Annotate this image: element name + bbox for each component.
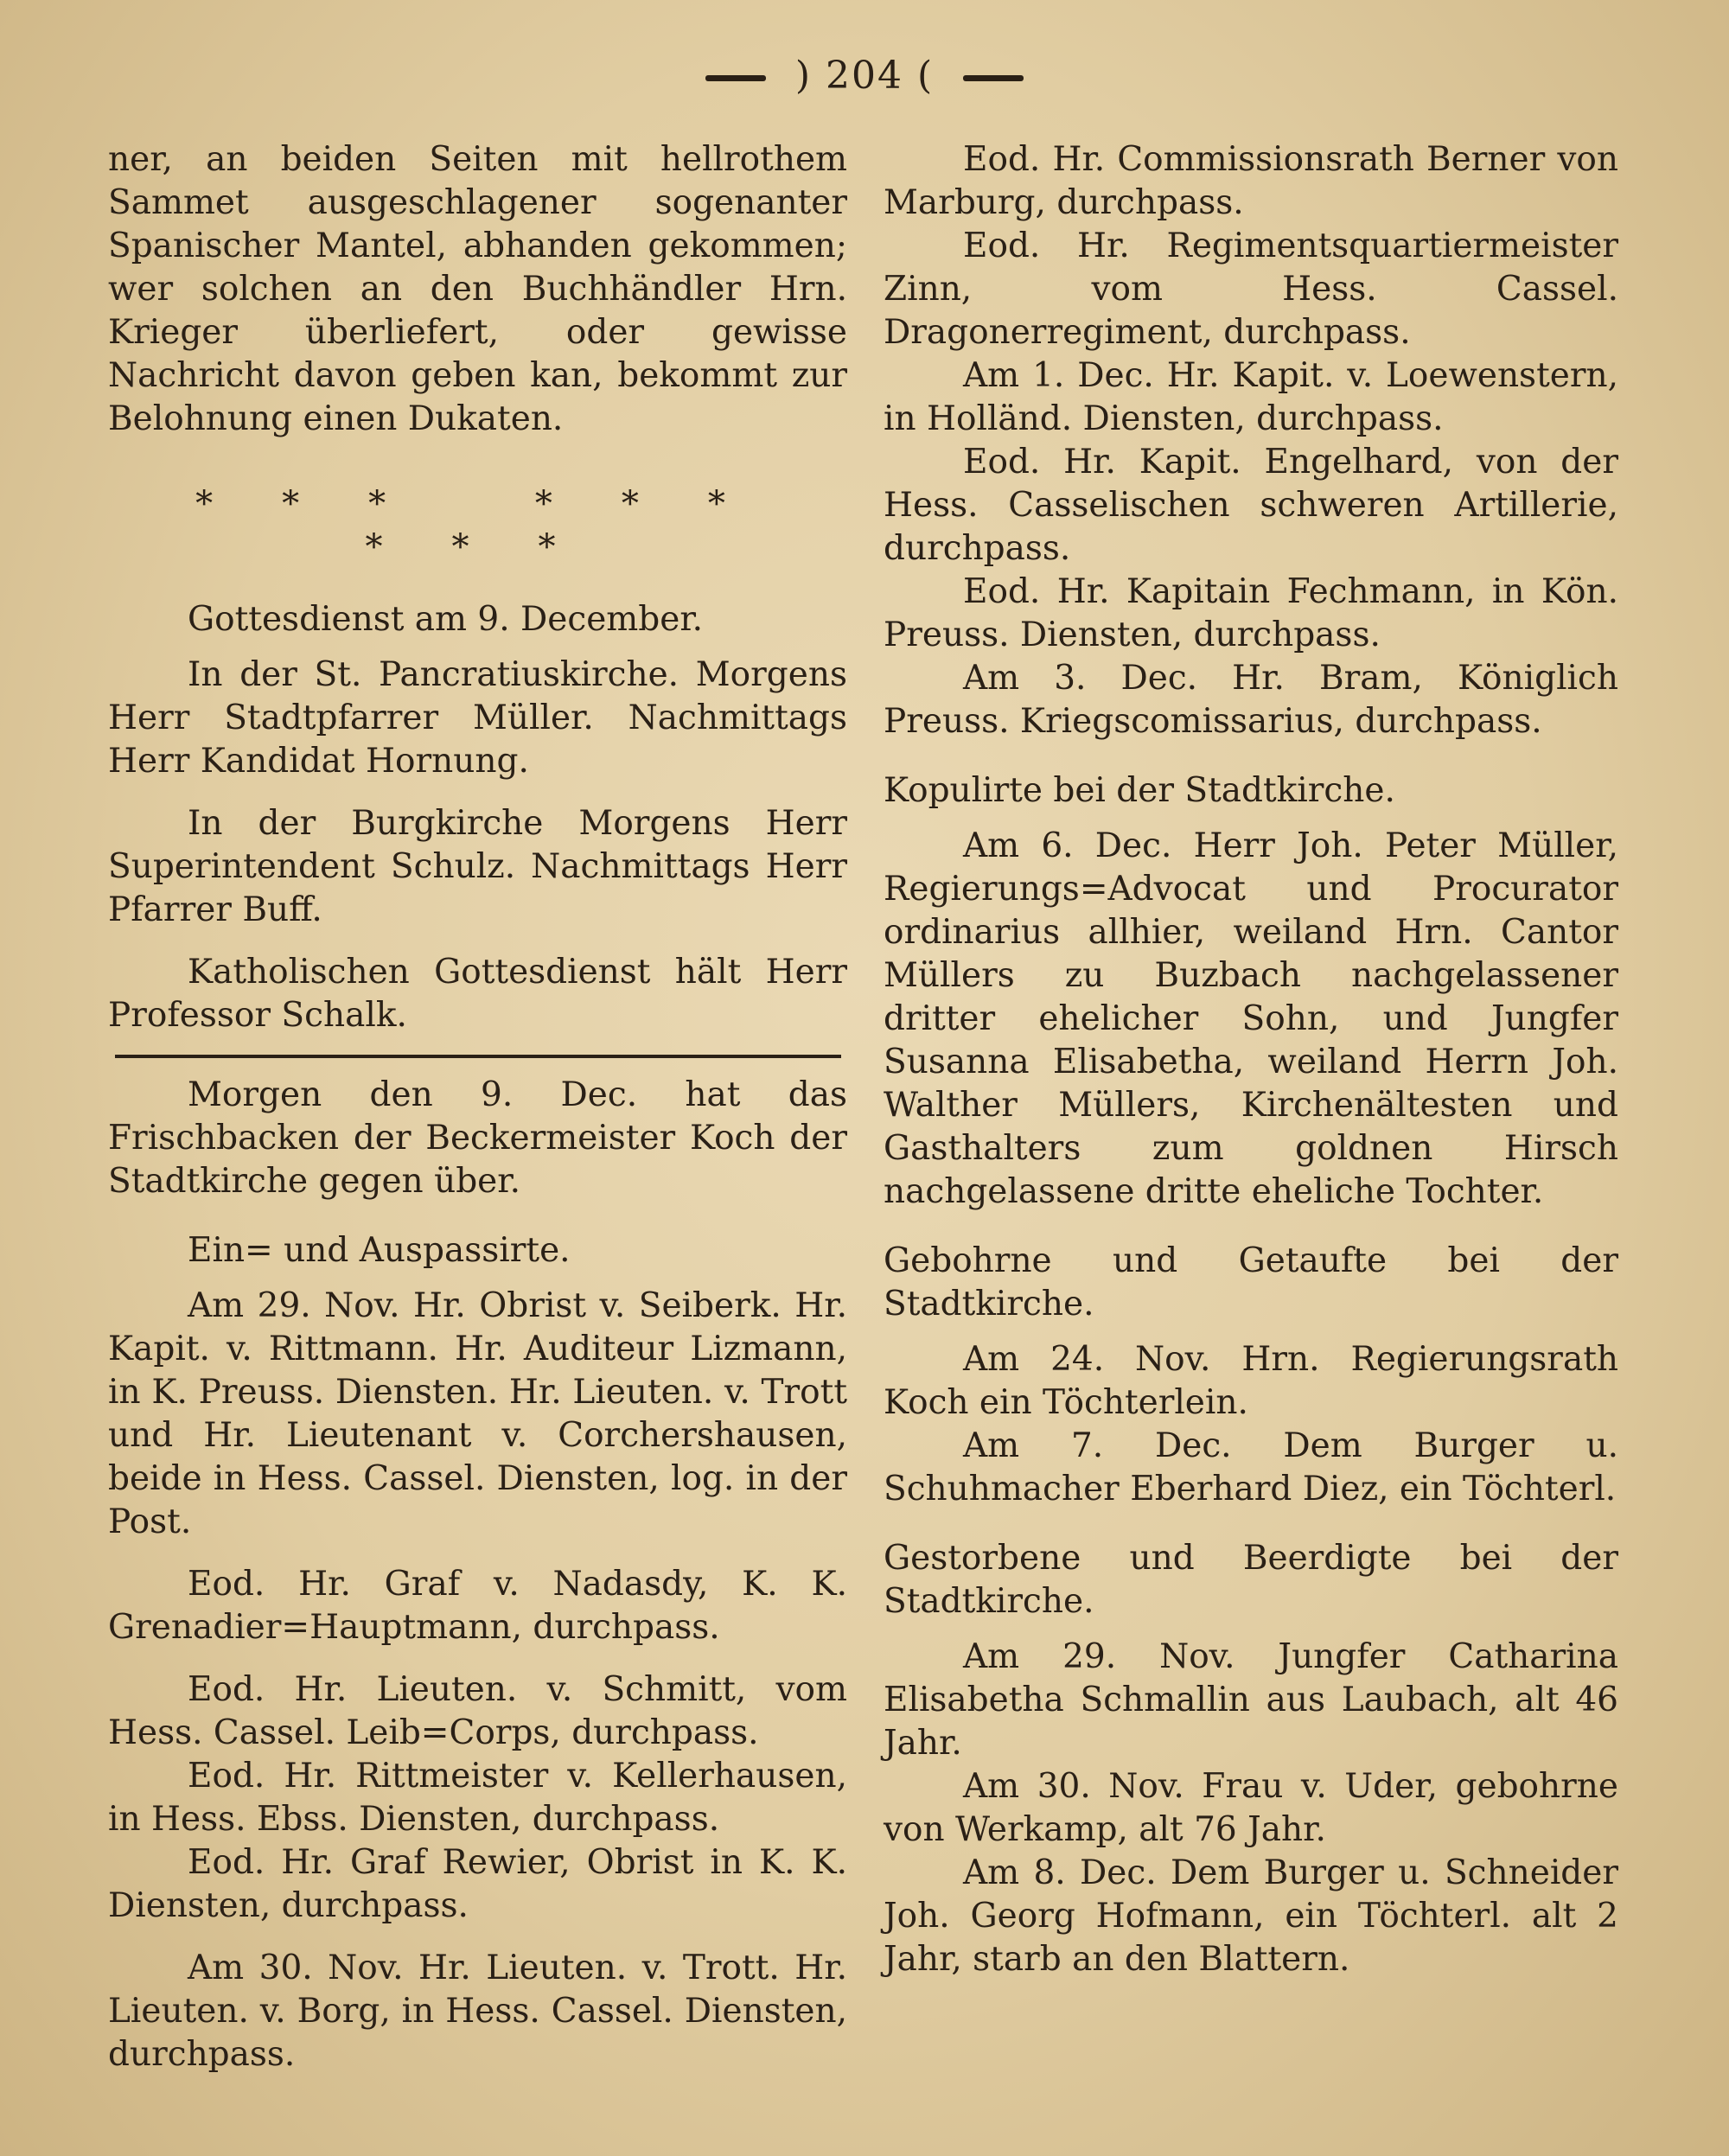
right-column	[884, 138, 1618, 1981]
passage-nadasdy: Eod. Hr. Graf v. Nadasdy, K. K. Grenadier=Hauptmann, durchpass.	[108, 1565, 847, 1647]
heading-gottesdienst: Gottesdienst am 9. December.	[188, 600, 704, 639]
passage-rewier: Eod. Hr. Graf Rewier, Obrist in K. K. Diensten, durchpass.	[108, 1843, 847, 1925]
passage-zinn: Eod. Hr. Regimentsquartiermeister Zinn, vom Hess. Cassel. Dragonerregiment, durchpass.	[884, 226, 1618, 352]
heading-kopulirte: Kopulirte bei der Stadtkirche.	[884, 771, 1395, 810]
left-column	[108, 138, 847, 2076]
catholic-service: Katholischen Gottesdienst hält Herr Professor Schalk.	[108, 953, 847, 1035]
header-rule-right	[963, 75, 1024, 81]
pancratiuskirche-service: In der St. Pancratiuskirche. Morgens Herr Stadtpfarrer Müller. Nachmittags Herr Kandidat Hornung.	[108, 655, 847, 781]
heading-gestorbene: Gestorbene und Beerdigte bei der Stadtkirche.	[884, 1539, 1618, 1621]
header-rule-left	[705, 75, 766, 81]
frischbacken-notice: Morgen den 9. Dec. hat das Frischbacken der Beckermeister Koch der Stadtkirche gegen über.	[108, 1075, 847, 1201]
passage-berner: Eod. Hr. Commissionsrath Berner von Marburg, durchpass.	[884, 140, 1618, 222]
burgkirche-service: In der Burgkirche Morgens Herr Superintendent Schulz. Nachmittags Herr Pfarrer Buff.	[108, 804, 847, 929]
page-header	[0, 54, 1729, 98]
passage-loewenstern: Am 1. Dec. Hr. Kapit. v. Loewenstern, in Holländ. Diensten, durchpass.	[884, 356, 1618, 438]
birth-koch: Am 24. Nov. Hrn. Regierungsrath Koch ein Töchterlein.	[884, 1340, 1618, 1422]
horizontal-rule	[115, 1055, 841, 1058]
heading-gebohrne: Gebohrne und Getaufte bei der Stadtkirche.	[884, 1241, 1618, 1324]
passage-bram: Am 3. Dec. Hr. Bram, Königlich Preuss. Kriegscomissarius, durchpass.	[884, 659, 1618, 741]
passage-schmitt: Eod. Hr. Lieuten. v. Schmitt, vom Hess. Cassel. Leib=Corps, durchpass.	[108, 1670, 847, 1752]
passage-kellerhausen: Eod. Hr. Rittmeister v. Kellerhausen, in Hess. Ebss. Diensten, durchpass.	[108, 1757, 847, 1839]
passage-engelhard: Eod. Hr. Kapit. Engelhard, von der Hess. Casselischen schweren Artillerie, durchpass.	[884, 443, 1618, 568]
passage-30-nov: Am 30. Nov. Hr. Lieuten. v. Trott. Hr. Lieuten. v. Borg, in Hess. Cassel. Diensten, durchpass.	[108, 1949, 847, 2074]
marriage-mueller: Am 6. Dec. Herr Joh. Peter Müller, Regierungs=Advocat und Procurator ordinarius allhier, weiland Hrn. Cantor Müllers zu Buzbach nachgelassener dritter ehelicher Sohn, und Jungfer Susanna Elisabetha, weiland Herrn Joh. Walther Müllers, Kirchenältesten und Gasthalters zum goldnen Hirsch nachgelassene dritte eheliche Tochter.	[884, 826, 1618, 1211]
page-number: ) 204 (	[794, 54, 935, 98]
section-divider-stars: *** *** ***	[195, 484, 794, 567]
heading-passirte: Ein= und Auspassirte.	[188, 1231, 571, 1270]
passage-29-nov: Am 29. Nov. Hr. Obrist v. Seiberk. Hr. Kapit. v. Rittmann. Hr. Auditeur Lizmann, in K. Preuss. Diensten. Hr. Lieuten. v. Trott und Hr. Lieutenant v. Corchershausen, beide in Hess. Cassel. Diensten, log. in der Post.	[108, 1286, 847, 1541]
birth-diez: Am 7. Dec. Dem Burger u. Schuhmacher Eberhard Diez, ein Töchterl.	[884, 1426, 1618, 1509]
death-hofmann: Am 8. Dec. Dem Burger u. Schneider Joh. Georg Hofmann, ein Töchterl. alt 2 Jahr, starb an den Blattern.	[884, 1853, 1618, 1979]
lost-mantel-notice: ner, an beiden Seiten mit hellrothem Sammet ausgeschlagener sogenanter Spanischer Mantel, abhanden gekommen; wer solchen an den Buchhändler Hrn. Krieger überliefert, oder gewisse Nachricht davon geben kan, bekommt zur Belohnung einen Dukaten.	[108, 140, 847, 438]
death-uder: Am 30. Nov. Frau v. Uder, gebohrne von Werkamp, alt 76 Jahr.	[884, 1767, 1618, 1849]
death-schmallin: Am 29. Nov. Jungfer Catharina Elisabetha Schmallin aus Laubach, alt 46 Jahr.	[884, 1637, 1618, 1763]
passage-fechmann: Eod. Hr. Kapitain Fechmann, in Kön. Preuss. Diensten, durchpass.	[884, 572, 1618, 654]
